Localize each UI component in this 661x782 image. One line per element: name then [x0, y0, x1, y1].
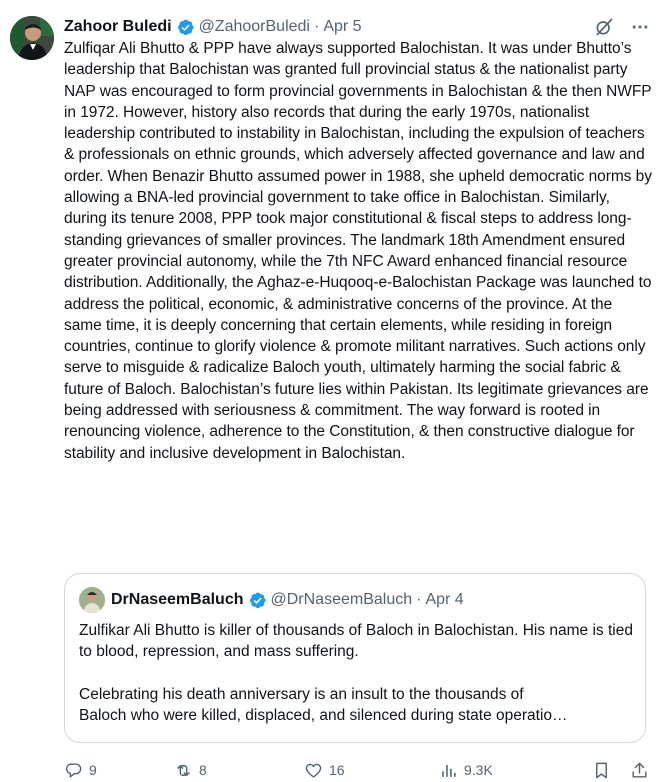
bookmark-icon [592, 761, 611, 780]
quoted-tweet-text [79, 620, 635, 726]
grok-icon[interactable] [593, 16, 615, 38]
quoted-paragraph-1: Zulfikar Ali Bhutto is killer of thousands of Baloch in Balochistan. His name is tied to blood, repression, and mass suffering. [79, 622, 633, 661]
repost-icon [174, 761, 193, 780]
quoted-tweet[interactable] [64, 573, 646, 743]
like-button[interactable] [304, 761, 439, 780]
verified-badge-icon [248, 591, 267, 610]
tweet-actions [64, 758, 650, 782]
more-icon[interactable] [629, 16, 651, 38]
views-icon [439, 761, 458, 780]
repost-button[interactable] [174, 761, 304, 780]
quoted-paragraph-2-line-1: Celebrating his death anniversary is an insult to the thousands of [79, 685, 524, 703]
like-count: 16 [329, 762, 345, 778]
views-button[interactable] [439, 761, 569, 780]
author-name[interactable]: Zahoor Buledi [64, 18, 172, 35]
quoted-tweet-date: Apr 4 [425, 591, 464, 608]
share-button[interactable] [628, 759, 650, 781]
verified-badge-icon [176, 18, 195, 37]
author-avatar[interactable] [10, 16, 54, 60]
reply-count: 9 [89, 762, 97, 778]
reply-button[interactable] [64, 761, 174, 780]
tweet-text: Zulfiqar Ali Bhutto & PPP have always supported Balochistan. It was under Bhutto’s leadership that Balochistan was granted full provincial status & the nationalist party NAP was encouraged to form provincial governments in Balochistan & the then NWFP in 1972. However, history also records that during the early 1970s, nationalist leadership contributed to instability in Balochistan, including the expulsion of teachers & professionals on ethnic grounds, which adversely affected governance and law and order. When Benazir Bhutto assumed power in 1988, she upheld democratic norms by allowing a BNA-led provincial government to take office in Balochistan. Similarly, during its tenure 2008, PPP took major constitutional & fiscal steps to address long-standing grievances of smaller provinces. The landmark 18th Amendment ensured greater provincial autonomy, while the 7th NFC Award enhanced financial resource distribution. Additionally, the Aghaz-e-Huqooq-e-Balochistan Package was launched to address the political, economic, & administrative concerns of the province. At the same time, it is deeply concerning that certain elements, while residing in foreign countries, continue to glorify violence & promote militant narratives. Such actions only serve to misguide & radicalize Baloch youth, ultimately harming the social fabric & future of Baloch. Balochistan’s future lies within Pakistan. Its legitimate grievances are being addressed with seriousness & commitment. The way forward is rooted in renouncing violence, adherence to the Constitution, & then constructive dialogue for stability and inclusive development in Balochistan. [64, 40, 652, 462]
quoted-author-name: DrNaseemBaluch [111, 591, 244, 608]
tweet-date[interactable]: Apr 5 [323, 18, 362, 35]
quoted-paragraph-2-line-2: Baloch who were killed, displaced, and silenced during state operatio… [79, 707, 568, 725]
author-handle[interactable]: @ZahoorBuledi [198, 18, 310, 35]
tweet-header [64, 16, 651, 38]
quoted-author-avatar [79, 587, 105, 613]
separator-dot: · [313, 18, 320, 35]
like-icon [304, 761, 323, 780]
quoted-author-handle: @DrNaseemBaluch [270, 591, 413, 608]
bookmark-button[interactable] [590, 759, 612, 781]
views-count: 9.3K [464, 762, 493, 778]
reply-icon [64, 761, 83, 780]
share-icon [630, 761, 649, 780]
quoted-tweet-header [79, 588, 635, 612]
repost-count: 8 [199, 762, 207, 778]
separator-dot: · [416, 591, 422, 608]
